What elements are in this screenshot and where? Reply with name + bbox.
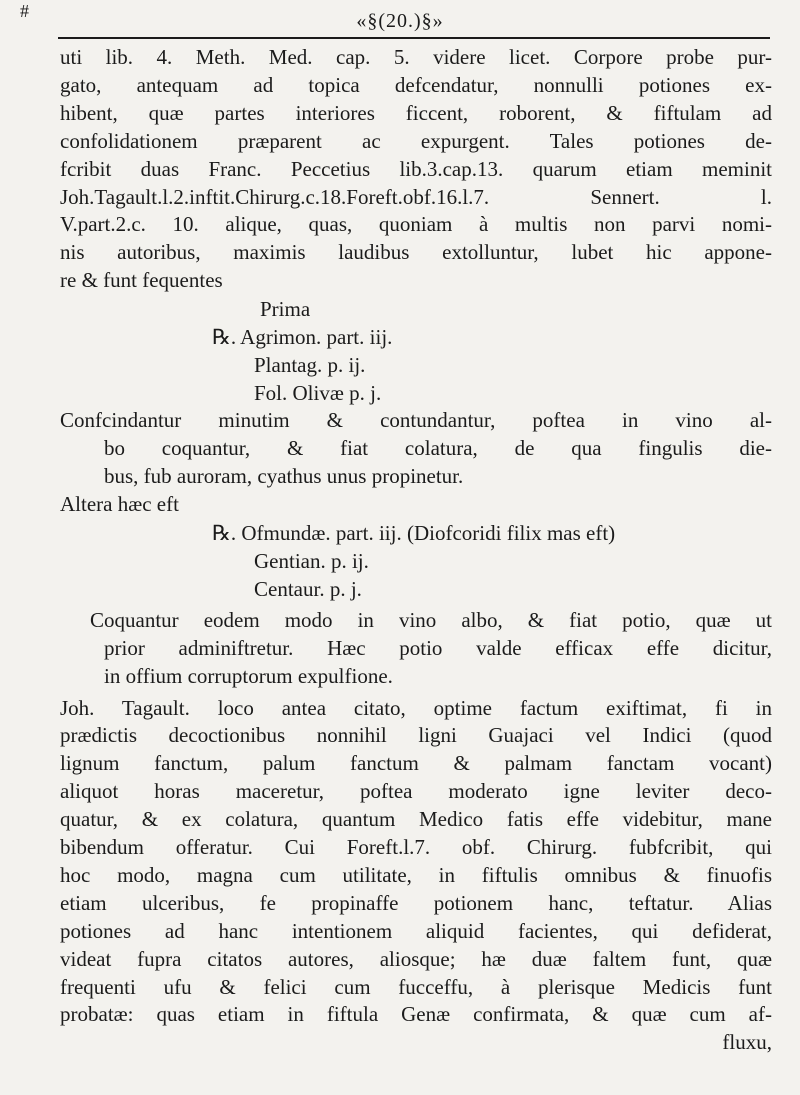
recipe-line: Centaur. p. j.: [254, 576, 362, 601]
recipe-one: [60, 323, 772, 407]
text-line: etiam ulceribus, fe propinaffe potionem hanc, teftatur. Alias: [60, 890, 772, 915]
text-line: hibent, quæ partes interiores ficcent, roborent, & fiftulam ad: [60, 100, 772, 125]
text-line: hoc modo, magna cum utilitate, in fiftulis omnibus & finuofis: [60, 862, 772, 887]
text-line: Joh. Tagault. loco antea citato, optime factum exiftimat, fi in: [60, 695, 772, 720]
paragraph-tagault: [60, 695, 772, 1030]
text-line: V.part.2.c. 10. alique, quas, quoniam à multis non parvi nomi-: [60, 212, 772, 237]
text-line: quatur, & ex colatura, quantum Medico fatis effe videbitur, mane: [60, 807, 772, 832]
text-line: nis autoribus, maximis laudibus extolluntur, lubet hic appone-: [60, 240, 772, 265]
text-line: in offium corruptorum expulfione.: [104, 663, 393, 688]
text-line: videat fupra citatos autores, aliosque; hæ duæ faltem funt, quæ: [60, 946, 772, 971]
text-line: re & funt fequentes: [60, 268, 223, 293]
text-line: confolidationem præparent ac expurgent. Tales potiones de-: [60, 128, 772, 153]
recipe-line: Plantag. p. ij.: [254, 353, 366, 378]
text-line: Coquantur eodem modo in vino albo, & fiat potio, quæ ut: [90, 607, 772, 632]
body-text: [60, 44, 772, 1057]
text-line: Confcindantur minutim & contundantur, poftea in vino al-: [60, 408, 772, 433]
page-mark: #: [20, 1, 29, 21]
recipe-heading-prima: Prima: [260, 297, 311, 322]
text-line: bus, fub auroram, cyathus unus propinetur.: [104, 463, 464, 488]
text-line: bibendum offeratur. Cui Foreft.l.7. obf. Chirurg. fubfcribit, qui: [60, 835, 772, 860]
text-line: bo coquantur, & fiat colatura, de qua fingulis die-: [104, 436, 772, 461]
header-rule: [58, 37, 770, 39]
text-line: prædictis decoctionibus nonnihil ligni Guajaci vel Indici (quod: [60, 723, 772, 748]
recipe-heading-altera: Altera hæc eft: [60, 491, 179, 516]
catchword: fluxu,: [722, 1030, 772, 1055]
recipe-line: ℞. Ofmundæ. part. iij. (Diofcoridi filix mas eft): [212, 520, 616, 545]
text-line: probatæ: quas etiam in fiftula Genæ confirmata, & quæ cum af-: [60, 1002, 772, 1027]
recipe-line: Fol. Olivæ p. j.: [254, 381, 382, 406]
recipe-two: [60, 519, 772, 603]
page-number: «§(20.)§»: [356, 10, 444, 32]
text-line: prior adminiftretur. Hæc potio valde efficax effe dicitur,: [104, 635, 772, 660]
text-line: lignum fanctum, palum fanctum & palmam fanctam vocant): [60, 751, 772, 776]
text-line: uti lib. 4. Meth. Med. cap. 5. videre licet. Corpore probe pur-: [60, 45, 772, 69]
recipe-line: Gentian. p. ij.: [254, 548, 369, 573]
paragraph-preparation-one: [60, 407, 772, 491]
text-line: gato, antequam ad topica defcendatur, nonnulli potiones ex-: [60, 72, 772, 97]
recipe-line: ℞. Agrimon. part. iij.: [212, 325, 393, 350]
text-line: potiones ad hanc intentionem aliquid facientes, qui defiderat,: [60, 918, 772, 943]
text-line: fcribit duas Franc. Peccetius lib.3.cap.13. quarum etiam meminit: [60, 156, 772, 181]
paragraph-intro: [60, 44, 772, 295]
text-line: Joh.Tagault.l.2.inftit.Chirurg.c.18.Foreft.obf.16.l.7. Sennert. l.: [60, 184, 772, 209]
text-line: aliquot horas maceretur, poftea moderato igne leviter deco-: [60, 779, 772, 804]
paragraph-preparation-two: [60, 607, 772, 691]
text-line: frequenti ufu & felici cum fucceffu, à plerisque Medicis funt: [60, 974, 772, 999]
